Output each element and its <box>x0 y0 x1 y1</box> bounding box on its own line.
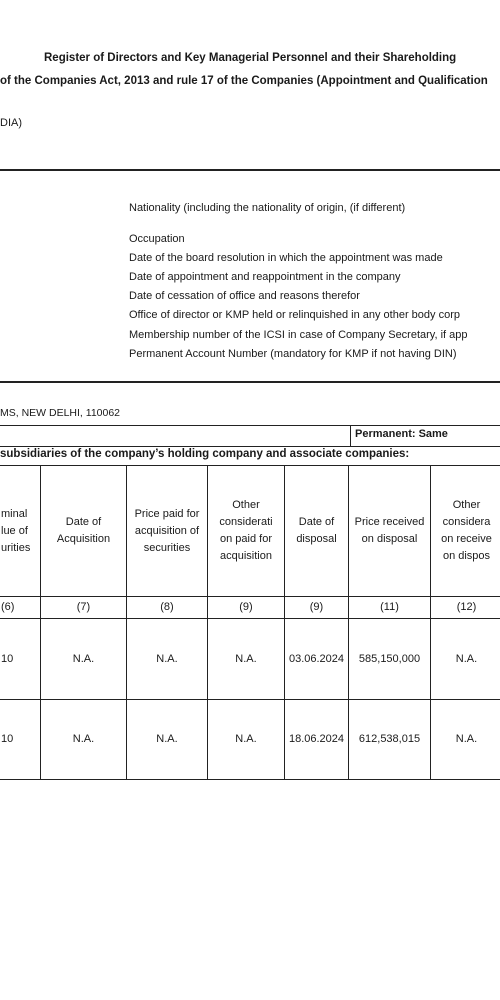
header-nominal-value: minal lue of urities <box>0 466 41 597</box>
location-fragment: DIA) <box>0 117 22 129</box>
field-occupation: Occupation <box>129 233 185 245</box>
table-cell: 585,150,000 <box>349 619 431 700</box>
header-other-consideration-received: Other considera on receive on dispos <box>431 466 500 597</box>
column-number: (9) <box>208 597 285 619</box>
table-cell: N.A. <box>127 700 208 780</box>
top-divider <box>0 169 500 171</box>
field-appointment-date: Date of appointment and reappointment in the company <box>129 271 401 283</box>
section-divider <box>0 381 500 383</box>
table-cell: N.A. <box>431 619 500 700</box>
column-number: (8) <box>127 597 208 619</box>
register-title: Register of Directors and Key Managerial Personnel and their Shareholding <box>44 52 457 64</box>
field-nationality: Nationality (including the nationality of origin, (if different) <box>129 202 406 214</box>
table-cell: 10 <box>0 700 41 780</box>
column-number: (7) <box>41 597 127 619</box>
header-date-of-disposal: Date of disposal <box>285 466 349 597</box>
column-number: (9) <box>285 597 349 619</box>
column-number: (12) <box>431 597 500 619</box>
table-cell: N.A. <box>208 619 285 700</box>
header-date-of-acquisition: Date of Acquisition <box>41 466 127 597</box>
section-heading: subsidiaries of the company’s holding company and associate companies: <box>0 448 410 460</box>
table-cell: N.A. <box>431 700 500 780</box>
permanent-rule <box>0 446 500 447</box>
field-icsi-membership: Membership number of the ICSI in case of Company Secretary, if app <box>129 329 468 341</box>
header-other-consideration-paid: Other considerati on paid for acquisition <box>208 466 285 597</box>
table-cell: N.A. <box>41 700 127 780</box>
field-cessation-date: Date of cessation of office and reasons therefor <box>129 290 360 302</box>
register-subtitle: of the Companies Act, 2013 and rule 17 of the Companies (Appointment and Qualification <box>0 75 488 87</box>
column-number: (11) <box>349 597 431 619</box>
shareholding-table <box>0 465 500 780</box>
header-price-received: Price received on disposal <box>349 466 431 597</box>
table-cell: 18.06.2024 <box>285 700 349 780</box>
table-cell: N.A. <box>41 619 127 700</box>
header-price-paid: Price paid for acquisition of securities <box>127 466 208 597</box>
table-cell: 03.06.2024 <box>285 619 349 700</box>
address-fragment: MS, NEW DELHI, 110062 <box>0 407 121 419</box>
field-other-office: Office of director or KMP held or relinquished in any other body corp <box>129 309 460 321</box>
table-header-row <box>0 466 500 597</box>
table-cell: 10 <box>0 619 41 700</box>
table-row <box>0 700 500 780</box>
table-cell: 612,538,015 <box>349 700 431 780</box>
table-cell: N.A. <box>127 619 208 700</box>
permanent-address: Permanent: Same <box>355 428 448 440</box>
permanent-left-border <box>350 425 351 446</box>
field-board-resolution-date: Date of the board resolution in which the appointment was made <box>129 252 443 264</box>
field-pan: Permanent Account Number (mandatory for KMP if not having DIN) <box>129 348 457 360</box>
address-rule <box>0 425 500 426</box>
table-cell: N.A. <box>208 700 285 780</box>
column-number: (6) <box>0 597 41 619</box>
table-row <box>0 619 500 700</box>
column-number-row <box>0 597 500 619</box>
